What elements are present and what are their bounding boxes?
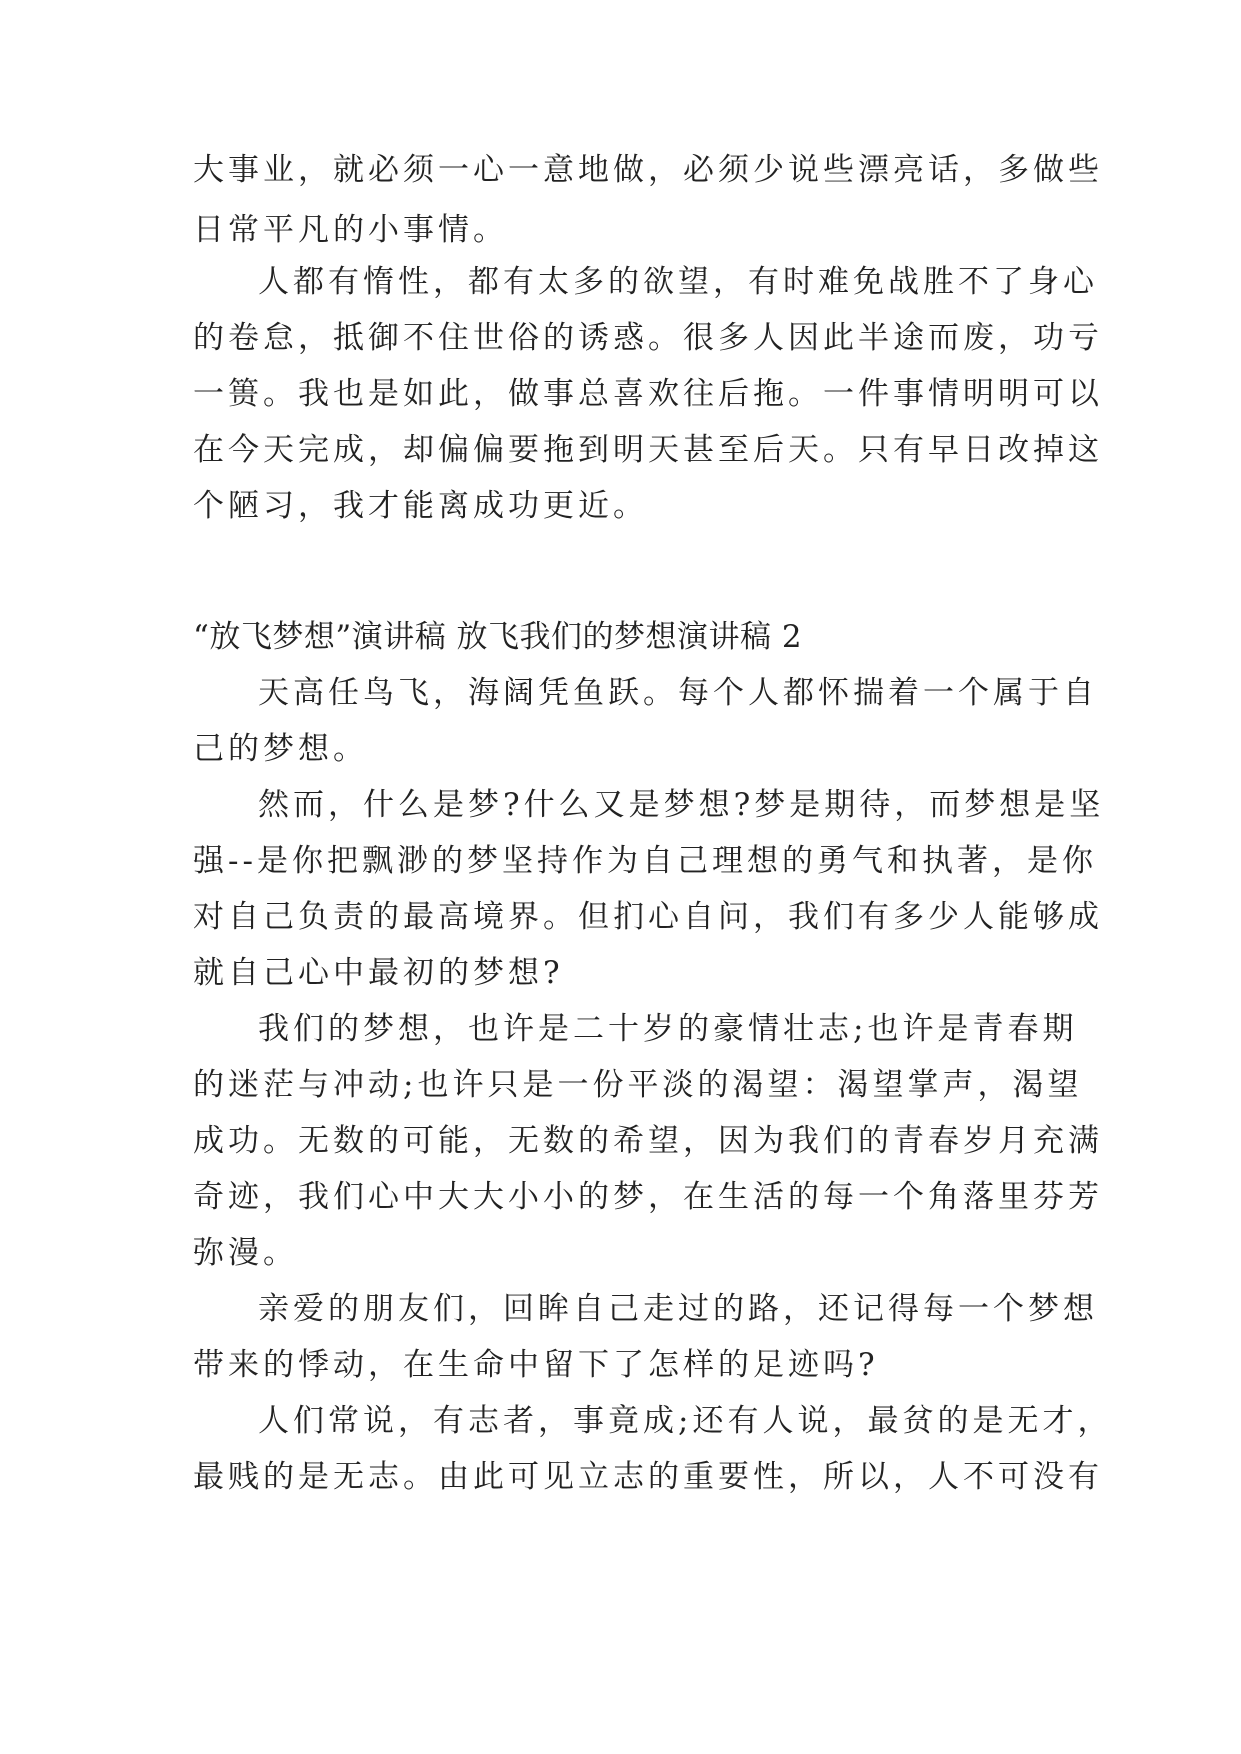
text-line: 带来的悸动，在生命中留下了怎样的足迹吗?	[193, 1347, 879, 1383]
text-line: 然而，什么是梦?什么又是梦想?梦是期待，而梦想是坚	[258, 787, 1105, 823]
text-line: 成功。无数的可能，无数的希望，因为我们的青春岁月充满	[193, 1123, 1103, 1159]
text-line: 对自己负责的最高境界。但扪心自问，我们有多少人能够成	[193, 899, 1103, 935]
text-line: 的卷怠，抵御不住世俗的诱惑。很多人因此半途而废，功亏	[193, 320, 1103, 356]
text-line: 弥漫。	[193, 1235, 298, 1271]
text-line: 在今天完成，却偏偏要拖到明天甚至后天。只有早日改掉这	[193, 432, 1103, 468]
text-line: 大事业，就必须一心一意地做，必须少说些漂亮话，多做些	[193, 152, 1103, 188]
section-title: “放飞梦想”演讲稿 放飞我们的梦想演讲稿 2	[193, 619, 803, 655]
text-line: 就自己心中最初的梦想?	[193, 955, 564, 991]
text-line: 人都有惰性，都有太多的欲望，有时难免战胜不了身心	[258, 264, 1098, 300]
text-line: 我们的梦想，也许是二十岁的豪情壮志;也许是青春期	[258, 1011, 1078, 1047]
text-line: 己的梦想。	[193, 731, 368, 767]
text-line: 人们常说，有志者，事竟成;还有人说，最贫的是无才，	[258, 1403, 1113, 1439]
text-line: 日常平凡的小事情。	[193, 212, 508, 248]
text-line: 天高任鸟飞，海阔凭鱼跃。每个人都怀揣着一个属于自	[258, 675, 1098, 711]
text-line: 的迷茫与冲动;也许只是一份平淡的渴望：渴望掌声，渴望	[193, 1067, 1083, 1103]
text-line: 一篑。我也是如此，做事总喜欢往后拖。一件事情明明可以	[193, 376, 1103, 412]
text-line: 奇迹，我们心中大大小小的梦，在生活的每一个角落里芬芳	[193, 1179, 1103, 1215]
text-line: 最贱的是无志。由此可见立志的重要性，所以，人不可没有	[193, 1459, 1103, 1495]
text-line: 个陋习，我才能离成功更近。	[193, 488, 648, 524]
text-line: 强--是你把飘渺的梦坚持作为自己理想的勇气和执著，是你	[193, 843, 1097, 879]
text-line: 亲爱的朋友们，回眸自己走过的路，还记得每一个梦想	[258, 1291, 1098, 1327]
